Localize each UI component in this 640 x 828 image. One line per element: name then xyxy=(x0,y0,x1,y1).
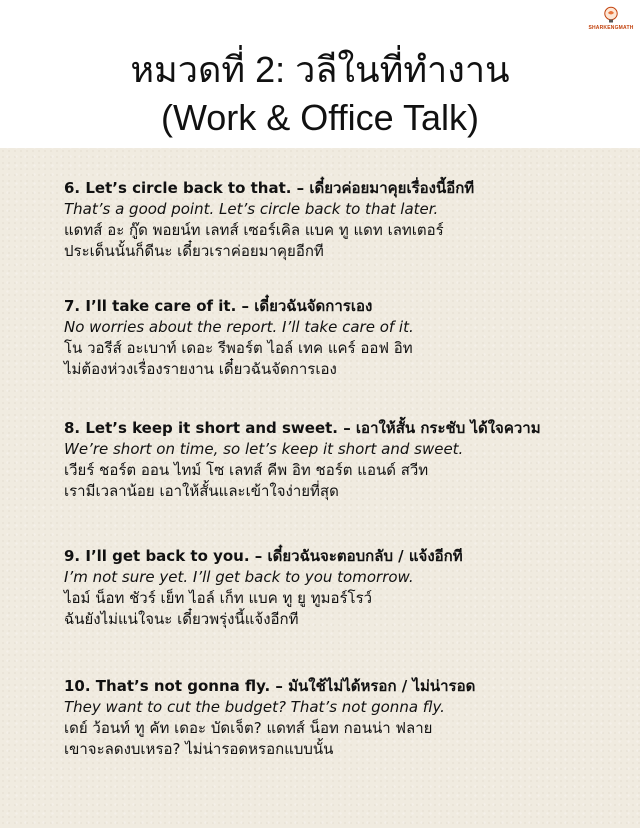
page-title: หมวดที่ 2: วลีในที่ทำงาน xyxy=(130,49,510,90)
phrase-list xyxy=(0,148,640,828)
phrase-heading: 10. That’s not gonna fly. – มันใช้ไม่ได้หรอก / ไม่น่ารอด xyxy=(64,677,476,695)
phrase-heading: 7. I’ll take care of it. – เดี๋ยวฉันจัดการเอง xyxy=(64,297,373,315)
phrase-item xyxy=(64,178,624,262)
phrase-translation: เขาจะลดงบเหรอ? ไม่น่ารอดหรอกแบบนั้น xyxy=(64,740,334,758)
phrase-heading: 8. Let’s keep it short and sweet. – เอาให้สั้น กระชับ ได้ใจความ xyxy=(64,419,541,437)
phrase-heading: 6. Let’s circle back to that. – เดี๋ยวค่อยมาคุยเรื่องนี้อีกที xyxy=(64,179,475,197)
phrase-example: I’m not sure yet. I’ll get back to you tomorrow. xyxy=(64,568,414,586)
phrase-pronunciation: เวียร์ ชอร์ต ออน ไทม์ โซ เลทส์ คีพ อิท ชอร์ต แอนด์ สวีท xyxy=(64,461,429,479)
phrase-pronunciation: ไอม์ น็อท ชัวร์ เย็ท ไอล์ เก็ท แบค ทู ยู ทูมอร์โรว์ xyxy=(64,589,373,607)
lightbulb-brain-icon xyxy=(602,6,620,24)
page-subtitle: (Work & Office Talk) xyxy=(160,97,480,138)
phrase-example: That’s a good point. Let’s circle back to that later. xyxy=(64,200,439,218)
phrase-heading: 9. I’ll get back to you. – เดี๋ยวฉันจะตอบกลับ / แจ้งอีกที xyxy=(64,547,463,565)
phrase-example: They want to cut the budget? That’s not gonna fly. xyxy=(64,698,445,716)
phrase-translation: ฉันยังไม่แน่ใจนะ เดี๋ยวพรุ่งนี้แจ้งอีกที xyxy=(64,610,299,628)
phrase-item xyxy=(64,676,624,760)
phrase-pronunciation: โน วอรีส์ อะเบาท์ เดอะ รีพอร์ต ไอล์ เทค แคร์ ออฟ อิท xyxy=(64,339,413,357)
phrase-pronunciation: เดย์ ว้อนท์ ทู คัท เดอะ บัดเจ็ต? แดทส์ น็อท กอนน่า ฟลาย xyxy=(64,719,433,737)
phrase-example: No worries about the report. I’ll take care of it. xyxy=(64,318,414,336)
brand-logo xyxy=(586,6,636,34)
phrase-translation: เรามีเวลาน้อย เอาให้สั้นและเข้าใจง่ายที่สุด xyxy=(64,482,339,500)
phrase-item xyxy=(64,296,624,380)
brand-name: SHARKENGMATH xyxy=(588,25,634,31)
phrase-item xyxy=(64,418,624,502)
phrase-translation: ไม่ต้องห่วงเรื่องรายงาน เดี๋ยวฉันจัดการเอง xyxy=(64,360,337,378)
header xyxy=(0,0,640,148)
phrase-item xyxy=(64,546,624,630)
phrase-pronunciation: แดทส์ อะ กู๊ด พอยน์ท เลทส์ เซอร์เคิล แบค ทู แดท เลทเตอร์ xyxy=(64,221,444,239)
phrase-example: We’re short on time, so let’s keep it short and sweet. xyxy=(64,440,464,458)
phrase-translation: ประเด็นนั้นก็ดีนะ เดี๋ยวเราค่อยมาคุยอีกที xyxy=(64,242,324,260)
